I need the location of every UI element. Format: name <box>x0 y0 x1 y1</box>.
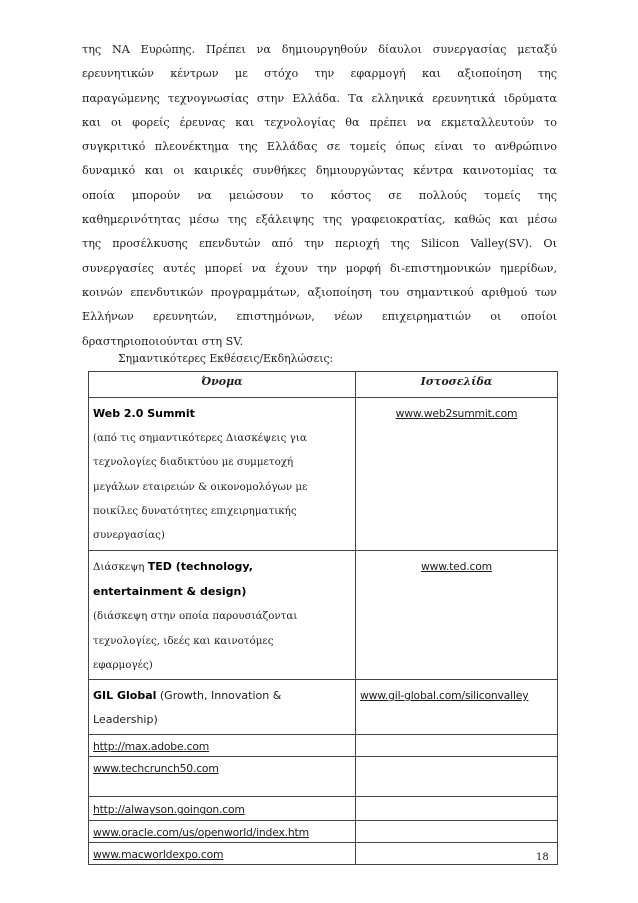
website-link[interactable]: www.web2summit.com <box>395 407 518 420</box>
table-row <box>89 843 558 865</box>
paragraph-line: συγκριτικό πλεονέκτημα της Ελλάδας σε τομείς όπως είναι το ανθρώπινο <box>82 140 557 154</box>
event-website-cell <box>356 735 558 757</box>
table-row <box>89 680 558 735</box>
column-header-website: Ιστοσελίδα <box>356 372 558 398</box>
event-description-line: εφαρμογές) <box>93 658 153 671</box>
website-link[interactable]: www.ted.com <box>421 560 492 573</box>
event-link[interactable]: www.techcrunch50.com <box>93 762 219 776</box>
paragraph-line: Ελλήνων ερευνητών, επιστημόνων, νέων επιχειρηματιών οι οποίοι <box>82 310 557 324</box>
event-name: TED (technology, <box>147 560 253 573</box>
event-link[interactable]: http://alwayson.goingon.com <box>93 803 245 817</box>
paragraph-line: δραστηριοποιούνται στη SV. <box>82 334 244 348</box>
event-website-cell <box>356 797 558 821</box>
table-row <box>89 821 558 843</box>
event-website-cell <box>356 551 558 680</box>
event-website-cell <box>356 843 558 865</box>
event-name: Web 2.0 Summit <box>93 407 195 420</box>
event-name-cell <box>89 398 356 551</box>
event-link[interactable]: www.oracle.com/us/openworld/index.htm <box>93 826 309 840</box>
paragraph-line: δυναμικό και οι καιρικές συνθήκες δημιουργώντας κέντρα καινοτομίας τα <box>82 164 557 178</box>
event-link[interactable]: http://max.adobe.com <box>93 740 210 754</box>
paragraph-line: της ΝΑ Ευρώπης. Πρέπει να δημιουργηθούν δίαυλοι συνεργασίας μεταξύ <box>82 43 557 56</box>
event-website-cell <box>356 757 558 797</box>
event-name-cell <box>89 797 356 821</box>
column-header-name: Όνομα <box>89 372 356 398</box>
event-name: GIL Global <box>93 689 157 703</box>
table-row <box>89 797 558 821</box>
page-number: 18 <box>536 852 549 863</box>
body-paragraph <box>82 38 557 354</box>
event-link[interactable]: www.macworldexpo.com <box>93 848 224 862</box>
event-name-detail: Leadership) <box>93 713 158 727</box>
event-name-cell <box>89 680 356 735</box>
table-row <box>89 551 558 680</box>
event-description-line: συνεργασίας) <box>93 529 165 542</box>
paragraph-line: της προσέλκυσης επενδυτών από την περιοχή της Silicon Valley(SV). Οι <box>82 237 557 251</box>
table-row <box>89 735 558 757</box>
paragraph-line: και οι φορείς έρευνας και τεχνολογίας θα πρέπει να εκμεταλλευτούν το <box>82 115 557 129</box>
event-website-cell <box>356 680 558 735</box>
event-description-line: (διάσκεψη στην οποία παρουσιάζονται <box>93 610 298 623</box>
event-description-line: (από τις σημαντικότερες Διασκέψεις για <box>93 432 307 445</box>
paragraph-line: ερευνητικών κέντρων με στόχο την εφαρμογή και αξιοποίηση της <box>82 67 557 81</box>
event-description-line: μεγάλων εταιρειών & οικονομολόγων με <box>93 480 308 493</box>
event-description-line: ποικίλες δυνατότητες επιχειρηματικής <box>93 504 297 517</box>
event-website-cell <box>356 398 558 551</box>
website-link[interactable]: www.gil-global.com/siliconvalley <box>360 689 529 703</box>
event-name-cell <box>89 821 356 843</box>
paragraph-line: παραγώμενης τεχνογνωσίας στην Ελλάδα. Τα ελληνικά ερευνητικά ιδρύματα <box>82 91 557 105</box>
event-name-cell <box>89 843 356 865</box>
event-name-prefix: Διάσκεψη <box>93 561 148 573</box>
event-name-continued: entertainment & design) <box>93 585 247 599</box>
table-header-row <box>89 372 558 398</box>
event-description-line: τεχνολογίες διαδικτύου με συμμετοχή <box>93 456 294 469</box>
event-website-cell <box>356 821 558 843</box>
table-row <box>89 757 558 797</box>
table-row <box>89 398 558 551</box>
paragraph-line: καθημερινότητας μέσω της εξάλειψης της γραφειοκρατίας, καθώς και μέσω <box>82 213 557 227</box>
event-name-cell <box>89 757 356 797</box>
event-name-cell <box>89 735 356 757</box>
event-description-line: τεχνολογίες, ιδεές και καινοτόμες <box>93 634 274 647</box>
paragraph-line: οποία μπορούν να μειώσουν το κόστος σε πολλούς τομείς της <box>82 188 557 202</box>
paragraph-line: κοινών επενδυτικών προγραμμάτων, αξιοποίηση του σημαντικού αριθμού των <box>82 285 557 299</box>
event-name-detail: (Growth, Innovation & <box>156 689 282 703</box>
events-heading: Σημαντικότερες Εκθέσεις/Εκδηλώσεις: <box>118 352 334 365</box>
events-table <box>88 371 558 865</box>
event-name-cell <box>89 551 356 680</box>
paragraph-line: συνεργασίες αυτές μπορεί να έχουν την μορφή δι-επιστημονικών ημερίδων, <box>82 261 557 275</box>
